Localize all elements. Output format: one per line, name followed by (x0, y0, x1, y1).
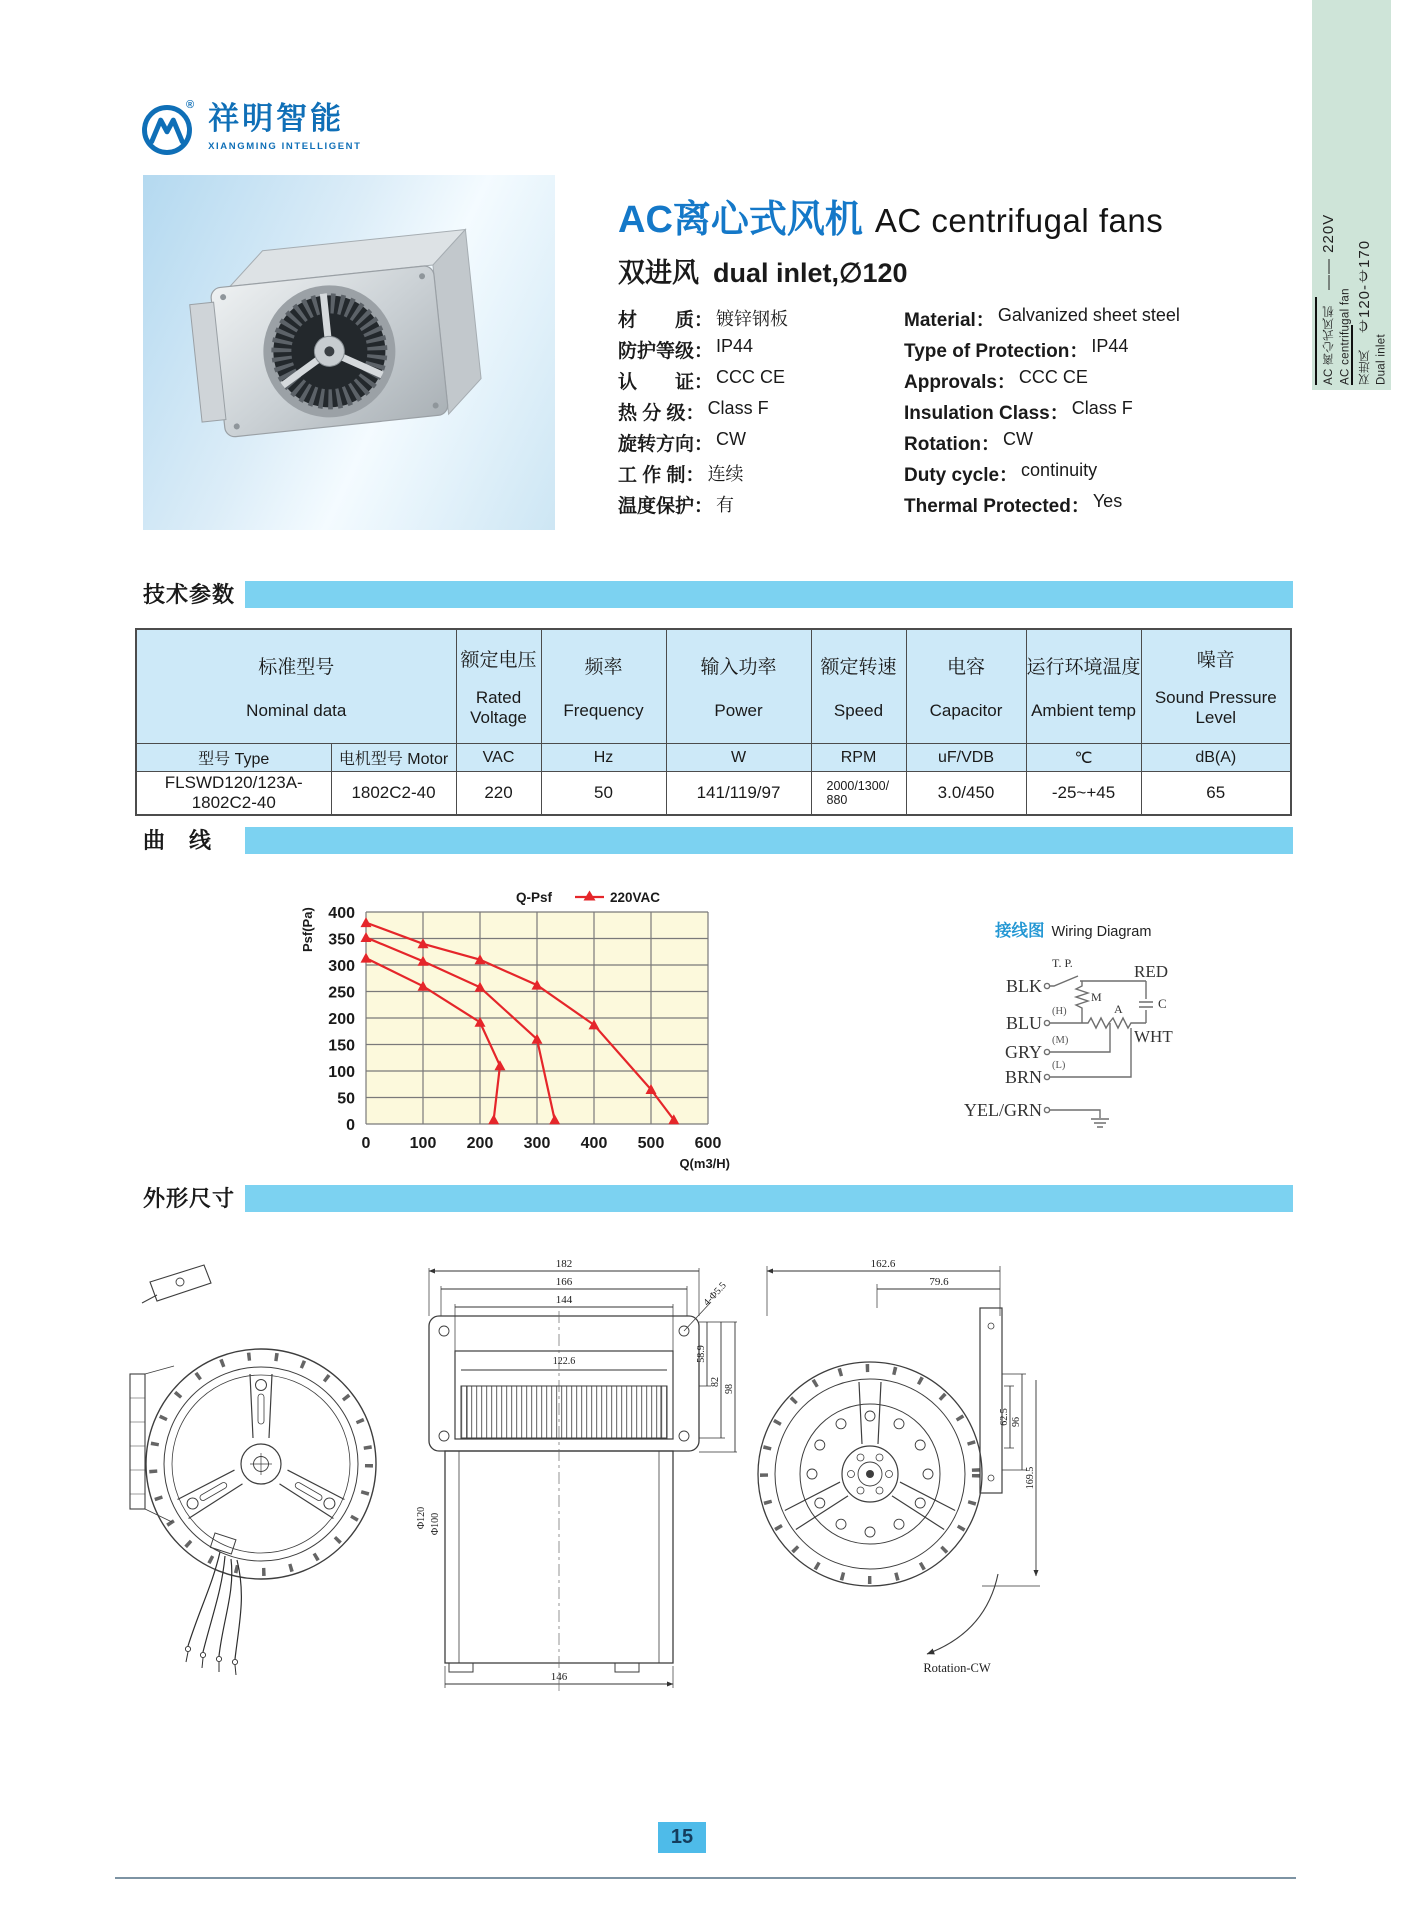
wire-label-brn: BRN (1004, 1067, 1042, 1087)
logo-mark-icon (140, 103, 194, 157)
spec-label-en: Insulation Class： (904, 403, 1069, 424)
spec-label-cn: 工 作 制： (618, 465, 705, 486)
unit-temp: ℃ (1026, 744, 1141, 772)
svg-text:50: 50 (337, 1090, 355, 1108)
spec-label-en: Approvals： (904, 372, 1016, 393)
side-tab-cn-2: 双进风 (1359, 349, 1371, 385)
spec-label-en: Rotation： (904, 434, 1001, 455)
side-tab-rule-1 (1315, 297, 1317, 385)
spec-label-en: Thermal Protected： (904, 496, 1090, 517)
spec-value-en: Class F (1071, 398, 1133, 418)
svg-text:350: 350 (328, 931, 355, 949)
dim-label-182: 182 (555, 1258, 573, 1270)
spec-value-en: CW (1003, 429, 1034, 449)
section-bar-dimensions (245, 1185, 1293, 1212)
cell-voltage: 220 (456, 772, 541, 816)
unit-motor: 电机型号 Motor (331, 744, 456, 772)
dim-label-hole-callout: 4-Φ5.5 (701, 1280, 729, 1309)
col-header-speed: 额定转速 Speed (811, 629, 906, 744)
table-header-row (136, 629, 1291, 744)
section-title-tech-params: 技术参数 (143, 582, 236, 607)
col-header-nominal: 标准型号 Nominal data (136, 629, 456, 744)
spec-value-cn: IP44 (716, 336, 754, 356)
svg-text:100: 100 (328, 1064, 355, 1081)
tap-label-high: (H) (1052, 1006, 1067, 1017)
product-photo (143, 175, 555, 530)
svg-text:Q(m3/H): Q(m3/H) (679, 1156, 730, 1171)
section-title-curve: 曲 线 (143, 828, 213, 853)
svg-text:Psf(Pa): Psf(Pa) (300, 907, 315, 952)
brand-name-cn: 祥明智能 (208, 101, 345, 136)
svg-text:400: 400 (328, 905, 355, 922)
wiring-title-cn: 接线图 (995, 922, 1045, 940)
dim-label-98: 98 (724, 1384, 735, 1394)
unit-db: dB(A) (1141, 744, 1291, 772)
spec-value-cn: 镀锌钢板 (716, 309, 789, 329)
unit-w: W (666, 744, 811, 772)
dim-label-144: 144 (555, 1294, 573, 1306)
spec-row-insulation (618, 396, 1180, 427)
side-tab-group-2 (1355, 7, 1389, 385)
side-index-tab (1312, 0, 1391, 390)
svg-text:150: 150 (328, 1037, 355, 1055)
spec-label-cn: 认 证： (618, 372, 714, 393)
spec-row-thermal (618, 489, 1180, 520)
spec-row-protection (618, 334, 1180, 365)
col-header-frequency: 频率 Frequency (541, 629, 666, 744)
spec-row-rotation (618, 427, 1180, 458)
spec-value-en: Galvanized sheet steel (997, 305, 1180, 325)
svg-text:500: 500 (637, 1135, 665, 1152)
svg-text:Q-Psf: Q-Psf (515, 890, 552, 905)
side-tab-cn-1: AC 离心式风机 (1323, 305, 1335, 385)
unit-uf: uF/VDB (906, 744, 1026, 772)
dim-label-82: 82 (710, 1377, 721, 1387)
spec-row-material (618, 303, 1180, 334)
dim-label-62-5: 62.5 (999, 1408, 1010, 1426)
wire-label-red: RED (1134, 962, 1168, 981)
unit-rpm: RPM (811, 744, 906, 772)
svg-text:200: 200 (466, 1135, 494, 1152)
footer-rule (115, 1877, 1296, 1879)
wire-label-yelgrn: YEL/GRN (964, 1100, 1042, 1120)
cell-noise: 65 (1141, 772, 1291, 816)
side-tab-en-1: AC centrifugal fan (1339, 288, 1352, 385)
spec-value-en: IP44 (1091, 336, 1129, 356)
brand-name-en: XIANGMING INTELLIGENT (208, 140, 362, 152)
spec-label-en: Type of Protection： (904, 341, 1089, 362)
unit-hz: Hz (541, 744, 666, 772)
svg-text:600: 600 (694, 1135, 722, 1152)
spec-label-en: Material： (904, 310, 995, 331)
page-title-cn: AC离心式风机 (618, 199, 863, 241)
dim-label-146: 146 (550, 1671, 568, 1683)
spec-row-approvals (618, 365, 1180, 396)
svg-text:400: 400 (580, 1135, 608, 1152)
tech-params-table (135, 628, 1292, 816)
main-winding-label: M (1091, 990, 1102, 1004)
svg-text:0: 0 (361, 1135, 371, 1152)
cell-power: 141/119/97 (666, 772, 811, 816)
product-subtitle (618, 251, 1163, 290)
side-tab-en-2: Dual inlet (1375, 334, 1388, 385)
spec-label-en: Duty cycle： (904, 465, 1019, 486)
svg-text:220VAC: 220VAC (610, 890, 661, 905)
unit-vac: VAC (456, 744, 541, 772)
table-units-row (136, 744, 1291, 772)
dim-label-96: 96 (1011, 1417, 1022, 1427)
dim-label-58-9: 58.9 (696, 1345, 707, 1363)
capacitor-label: C (1158, 996, 1167, 1011)
spec-value-cn: 有 (716, 495, 735, 515)
spec-value-en: Yes (1092, 491, 1123, 511)
spec-label-cn: 防护等级： (618, 341, 714, 362)
cell-capacitor: 3.0/450 (906, 772, 1026, 816)
svg-text:300: 300 (328, 958, 355, 975)
side-tab-size-range: ￠120-￠170 (1356, 239, 1373, 334)
dimension-drawing-front-view (128, 1256, 393, 1706)
side-tab-group-1 (1319, 7, 1353, 385)
wire-label-blk: BLK (1006, 976, 1042, 996)
cell-motor: 1802C2-40 (331, 772, 456, 816)
spec-value-cn: Class F (707, 398, 769, 418)
subtitle-en: dual inlet,∅120 (713, 258, 908, 288)
spec-value-en: continuity (1021, 460, 1098, 480)
page-number: 15 (658, 1822, 706, 1853)
dimension-drawing-side-view (415, 1256, 745, 1706)
spec-label-cn: 热 分 级： (618, 403, 705, 424)
dim-label-166: 166 (555, 1276, 573, 1288)
tap-label-mid: (M) (1052, 1035, 1069, 1046)
wire-label-gry: GRY (1004, 1042, 1042, 1062)
product-title-block (618, 188, 1163, 290)
spec-value-en: CCC CE (1018, 367, 1088, 387)
spec-label-cn: 材 质： (618, 310, 714, 331)
section-bar-tech-params (245, 581, 1293, 608)
subtitle-cn: 双进风 (618, 258, 699, 288)
product-photo-illustration (177, 217, 507, 477)
dimension-drawing-rear-view (752, 1256, 1052, 1706)
wiring-diagram (950, 915, 1220, 1155)
thermal-protector-label: T. P. (1052, 956, 1073, 970)
cell-ambient: -25~+45 (1026, 772, 1141, 816)
col-header-capacitor: 电容 Capacitor (906, 629, 1026, 744)
spec-list (618, 303, 1180, 520)
svg-text:0: 0 (346, 1117, 355, 1134)
svg-text:300: 300 (523, 1135, 551, 1152)
col-header-power: 输入功率 Power (666, 629, 811, 744)
unit-type: 型号 Type (136, 744, 331, 772)
svg-text:100: 100 (409, 1135, 437, 1152)
cell-type: FLSWD120/123A-1802C2-40 (136, 772, 331, 816)
page-title-en: AC centrifugal fans (874, 202, 1164, 239)
dim-label-79-6: 79.6 (929, 1276, 949, 1288)
spec-value-cn: CW (716, 429, 747, 449)
wire-label-blu: BLU (1006, 1013, 1042, 1033)
spec-label-cn: 旋转方向： (618, 434, 714, 455)
wiring-title-en: Wiring Diagram (1051, 924, 1152, 940)
side-tab-rule-2 (1351, 325, 1353, 385)
dim-label-d120: Φ120 (416, 1506, 427, 1530)
spec-label-cn: 温度保护： (618, 496, 714, 517)
col-header-noise: 噪音 Sound Pressure Level (1141, 629, 1291, 744)
side-tab-voltage: —— 220V (1320, 213, 1337, 290)
registered-mark: ® (186, 99, 195, 111)
col-header-voltage: 额定电压 Rated Voltage (456, 629, 541, 744)
dim-label-162-6: 162.6 (870, 1258, 896, 1270)
brand-text (208, 103, 361, 152)
brand-logo (140, 99, 362, 157)
col-header-ambient: 运行环境温度 Ambient temp (1026, 629, 1141, 744)
wire-label-wht: WHT (1134, 1027, 1173, 1046)
cell-frequency: 50 (541, 772, 666, 816)
dim-label-d100: Φ100 (430, 1512, 441, 1536)
spec-value-cn: 连续 (707, 464, 744, 484)
section-bar-curve (245, 827, 1293, 854)
tap-label-low: (L) (1052, 1060, 1066, 1071)
table-data-row (136, 772, 1291, 816)
section-title-dimensions: 外形尺寸 (143, 1186, 236, 1211)
performance-curve-chart (290, 880, 750, 1180)
svg-text:200: 200 (328, 1011, 355, 1028)
rotation-direction-label: Rotation-CW (923, 1661, 991, 1675)
spec-value-cn: CCC CE (716, 367, 786, 387)
svg-text:250: 250 (328, 984, 355, 1002)
dim-label-122-6: 122.6 (552, 1356, 576, 1367)
dim-label-169-5: 169.5 (1025, 1466, 1036, 1490)
aux-winding-label: A (1114, 1002, 1123, 1016)
spec-row-duty-cycle (618, 458, 1180, 489)
cell-speed: 2000/1300/880 (811, 772, 906, 816)
